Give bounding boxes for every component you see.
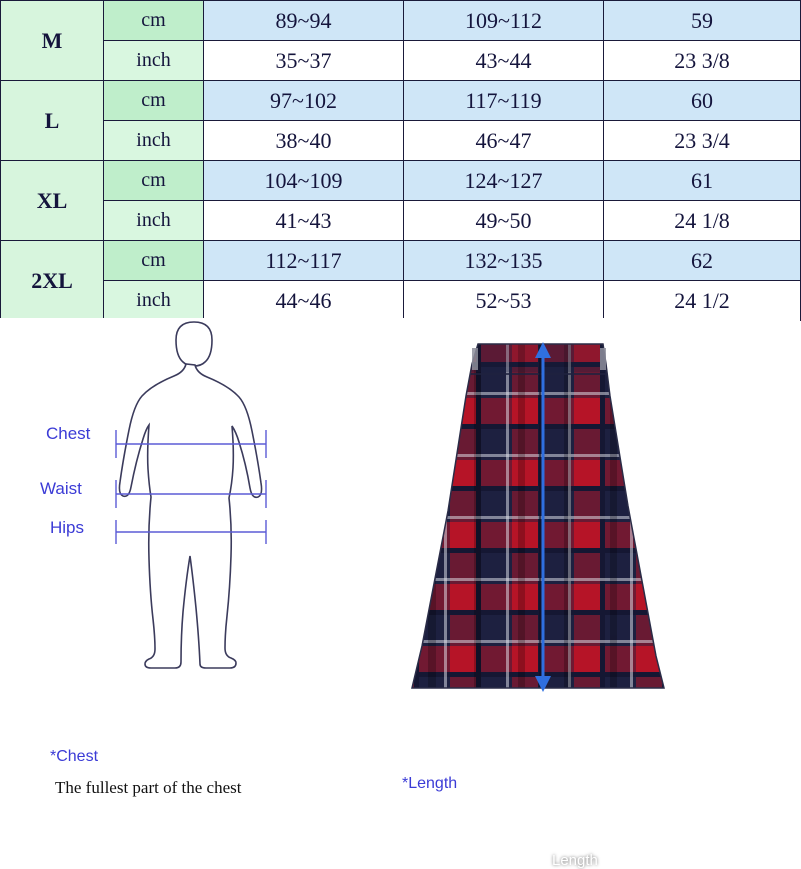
length-note: *Length [402, 775, 458, 792]
illustration-area [0, 318, 800, 869]
unit-label: cm [104, 81, 204, 121]
table-row [1, 41, 801, 81]
buckle-icon [600, 348, 606, 370]
chest-value: 41~43 [204, 201, 404, 241]
table-row [1, 81, 801, 121]
waist-value: 52~53 [404, 281, 604, 321]
chest-value: 44~46 [204, 281, 404, 321]
waist-value: 117~119 [404, 81, 604, 121]
chest-value: 112~117 [204, 241, 404, 281]
size-label: L [1, 81, 104, 161]
chest-label: Chest [46, 424, 91, 443]
unit-label: inch [104, 201, 204, 241]
waist-label: Waist [40, 479, 82, 498]
size-table [0, 0, 801, 321]
waist-value: 132~135 [404, 241, 604, 281]
chest-value: 35~37 [204, 41, 404, 81]
unit-label: cm [104, 241, 204, 281]
unit-label: inch [104, 281, 204, 321]
chest-description: The fullest part of the chest [55, 778, 242, 797]
size-label: M [1, 1, 104, 81]
table-row [1, 201, 801, 241]
length-value: 59 [604, 1, 801, 41]
length-arrow-label: Length [552, 852, 598, 869]
hips-label: Hips [50, 518, 85, 537]
waist-value: 46~47 [404, 121, 604, 161]
buckle-icon [472, 348, 478, 370]
waist-value: 109~112 [404, 1, 604, 41]
unit-label: inch [104, 41, 204, 81]
length-value: 60 [604, 81, 801, 121]
table-row [1, 161, 801, 201]
length-value: 24 1/2 [604, 281, 801, 321]
length-value: 61 [604, 161, 801, 201]
length-value: 24 1/8 [604, 201, 801, 241]
table-row [1, 1, 801, 41]
size-label: XL [1, 161, 104, 241]
length-value: 62 [604, 241, 801, 281]
waist-value: 43~44 [404, 41, 604, 81]
unit-label: inch [104, 121, 204, 161]
body-figure-icon [80, 318, 400, 738]
unit-label: cm [104, 161, 204, 201]
table-row [1, 121, 801, 161]
waist-value: 124~127 [404, 161, 604, 201]
length-value: 23 3/4 [604, 121, 801, 161]
size-label: 2XL [1, 241, 104, 321]
unit-label: cm [104, 1, 204, 41]
table-row [1, 281, 801, 321]
waist-value: 49~50 [404, 201, 604, 241]
chest-value: 97~102 [204, 81, 404, 121]
chest-note: *Chest [50, 748, 99, 765]
chest-value: 38~40 [204, 121, 404, 161]
chest-value: 89~94 [204, 1, 404, 41]
table-row [1, 241, 801, 281]
chest-value: 104~109 [204, 161, 404, 201]
length-value: 23 3/8 [604, 41, 801, 81]
kilt-product-image [388, 336, 688, 736]
